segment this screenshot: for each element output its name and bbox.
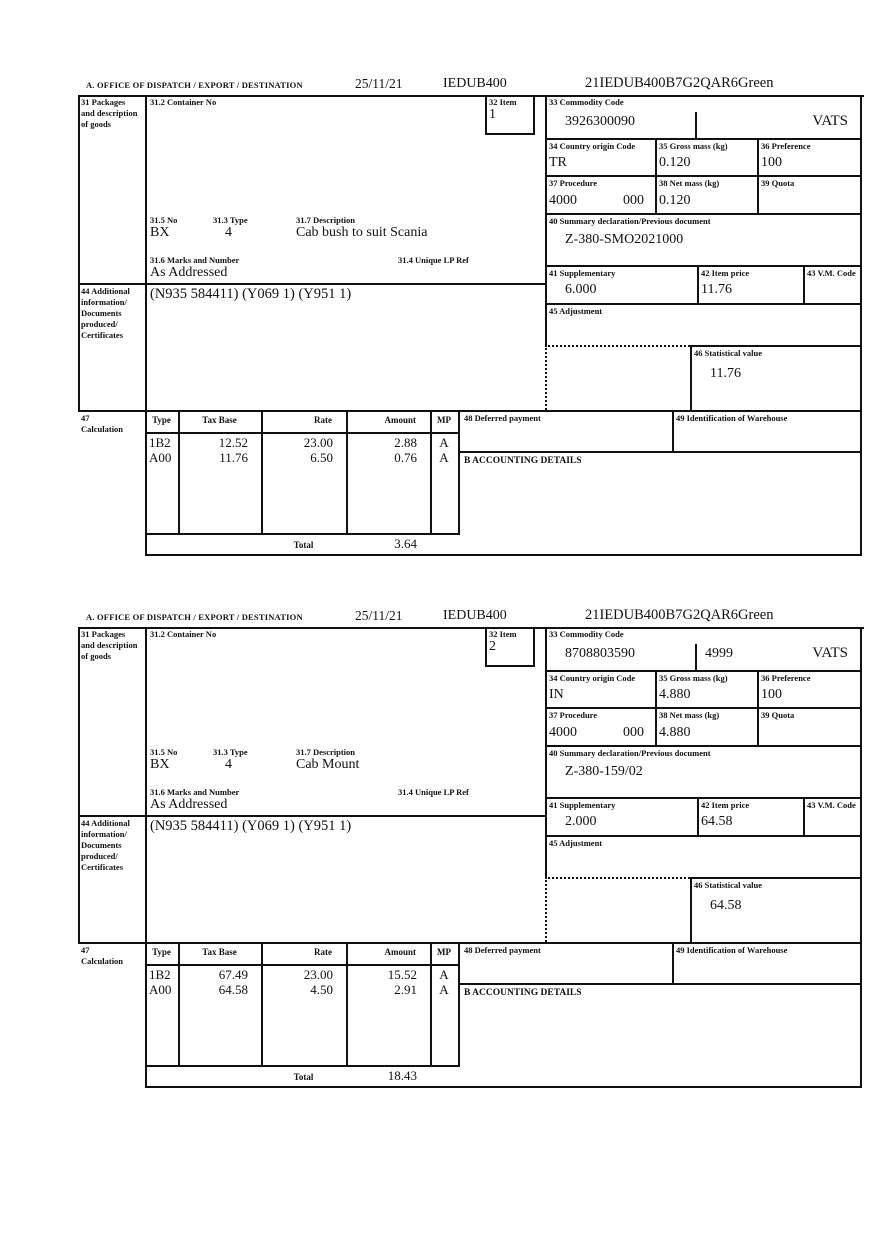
box32-label: 32 Item bbox=[489, 97, 517, 107]
commodity-code: 3926300090 bbox=[565, 114, 635, 129]
declaration-item-1 bbox=[78, 72, 864, 558]
border-line bbox=[695, 644, 697, 670]
declaration-date: 25/11/21 bbox=[355, 76, 403, 91]
border-line bbox=[261, 410, 263, 535]
border-line bbox=[690, 877, 862, 879]
box48-label: 48 Deferred payment bbox=[464, 413, 541, 423]
border-line bbox=[145, 1086, 862, 1088]
form-header bbox=[78, 604, 864, 627]
box34-label: 34 Country origin Code bbox=[549, 141, 636, 151]
form-body bbox=[78, 95, 864, 558]
office-code: IEDUB400 bbox=[443, 608, 507, 623]
calc-row-mp: A bbox=[439, 982, 449, 997]
statistical-value: 64.58 bbox=[710, 898, 742, 913]
office-code: IEDUB400 bbox=[443, 76, 507, 91]
border-line bbox=[757, 138, 759, 175]
border-line bbox=[655, 707, 657, 745]
border-line bbox=[145, 964, 460, 966]
country-origin-code: IN bbox=[549, 687, 564, 702]
supplementary-units: 2.000 bbox=[565, 814, 597, 829]
border-line bbox=[690, 345, 692, 410]
box31-label: 31 Packages and description of goods bbox=[81, 629, 138, 662]
border-line bbox=[545, 265, 862, 267]
net-mass: 0.120 bbox=[659, 193, 691, 208]
declaration-reference: 21IEDUB400B7G2QAR6Green bbox=[585, 607, 774, 623]
box39-label: 39 Quota bbox=[761, 178, 795, 188]
box48-label: 48 Deferred payment bbox=[464, 945, 541, 955]
border-line bbox=[145, 432, 460, 434]
box40-label: 40 Summary declaration/Previous document bbox=[549, 216, 711, 226]
border-line bbox=[460, 983, 862, 985]
box41-label: 41 Supplementary bbox=[549, 800, 616, 810]
box42-label: 42 Item price bbox=[701, 268, 750, 278]
office-of-dispatch-label: A. OFFICE OF DISPATCH / EXPORT / DESTINATION bbox=[86, 80, 303, 90]
border-line bbox=[145, 554, 862, 556]
calc-header-tax-base: Tax Base bbox=[202, 415, 237, 425]
border-line bbox=[78, 95, 80, 410]
total-amount: 3.64 bbox=[394, 536, 417, 551]
marks-and-number: As Addressed bbox=[150, 797, 228, 812]
border-line bbox=[78, 627, 80, 942]
box31-5-label: 31.5 No bbox=[150, 747, 178, 757]
calc-row-mp: A bbox=[439, 450, 449, 465]
box49-label: 49 Identification of Warehouse bbox=[676, 413, 788, 423]
box43-label: 43 V.M. Code bbox=[807, 268, 856, 278]
calc-row-type: A00 bbox=[149, 982, 172, 997]
calc-header-mp: MP bbox=[437, 947, 451, 957]
border-line bbox=[458, 942, 460, 1067]
border-line bbox=[757, 707, 759, 745]
package-type: 4 bbox=[225, 757, 232, 772]
office-of-dispatch-label: A. OFFICE OF DISPATCH / EXPORT / DESTINATION bbox=[86, 612, 303, 622]
dotted-border-line bbox=[545, 877, 690, 879]
border-line bbox=[803, 797, 805, 835]
border-line bbox=[690, 345, 862, 347]
summary-declaration: Z-380-SMO2021000 bbox=[565, 232, 684, 247]
box34-label: 34 Country origin Code bbox=[549, 673, 636, 683]
border-line bbox=[757, 670, 759, 707]
border-line bbox=[78, 410, 862, 412]
border-line bbox=[346, 410, 348, 535]
vat-code: VATS bbox=[812, 113, 848, 129]
box31-6-label: 31.6 Marks and Number bbox=[150, 787, 240, 797]
border-line bbox=[545, 707, 862, 709]
box45-label: 45 Adjustment bbox=[549, 838, 603, 848]
item-number: 1 bbox=[489, 107, 496, 122]
box31-6-label: 31.6 Marks and Number bbox=[150, 255, 240, 265]
gross-mass: 0.120 bbox=[659, 155, 691, 170]
border-line bbox=[485, 627, 487, 665]
calc-header-tax-base: Tax Base bbox=[202, 947, 237, 957]
calc-row-tax-base: 11.76 bbox=[219, 450, 248, 465]
box33-label: 33 Commodity Code bbox=[549, 629, 624, 639]
border-line bbox=[655, 175, 657, 213]
calc-row-rate: 4.50 bbox=[310, 982, 333, 997]
border-line bbox=[261, 942, 263, 1067]
calc-row-amount: 2.88 bbox=[394, 435, 417, 450]
box33-label: 33 Commodity Code bbox=[549, 97, 624, 107]
marks-and-number: As Addressed bbox=[150, 265, 228, 280]
border-line bbox=[460, 451, 862, 453]
commodity-extra-code: 4999 bbox=[705, 646, 733, 661]
calc-row-mp: A bbox=[439, 435, 449, 450]
dotted-border-line bbox=[545, 345, 547, 410]
additional-information: (N935 584411) (Y069 1) (Y951 1) bbox=[150, 818, 352, 834]
border-line bbox=[178, 410, 180, 535]
item-price: 64.58 bbox=[701, 814, 733, 829]
border-line bbox=[78, 815, 545, 817]
vat-code: VATS bbox=[812, 645, 848, 661]
border-line bbox=[695, 112, 697, 138]
border-line bbox=[545, 138, 862, 140]
package-number: BX bbox=[150, 225, 170, 240]
border-line bbox=[655, 138, 657, 175]
border-line bbox=[485, 665, 535, 667]
calc-row-type: A00 bbox=[149, 450, 172, 465]
calc-row-type: 1B2 bbox=[149, 967, 171, 982]
total-label: Total bbox=[293, 540, 314, 550]
net-mass: 4.880 bbox=[659, 725, 691, 740]
box46-label: 46 Statistical value bbox=[694, 880, 762, 890]
border-line bbox=[145, 1065, 460, 1067]
box45-label: 45 Adjustment bbox=[549, 306, 603, 316]
box47-label: 47 Calculation bbox=[81, 945, 124, 967]
calc-row-amount: 0.76 bbox=[394, 450, 417, 465]
box31-4-label: 31.4 Unique LP Ref bbox=[398, 255, 469, 265]
calc-row-tax-base: 12.52 bbox=[218, 435, 248, 450]
box35-label: 35 Gross mass (kg) bbox=[659, 673, 728, 683]
box35-label: 35 Gross mass (kg) bbox=[659, 141, 728, 151]
border-line bbox=[803, 265, 805, 303]
calc-header-type: Type bbox=[152, 947, 171, 957]
box37-label: 37 Procedure bbox=[549, 178, 598, 188]
box31-5-label: 31.5 No bbox=[150, 215, 178, 225]
border-line bbox=[145, 627, 147, 1088]
border-line bbox=[545, 95, 547, 345]
declaration-reference: 21IEDUB400B7G2QAR6Green bbox=[585, 75, 774, 91]
calc-row-tax-base: 64.58 bbox=[218, 982, 248, 997]
total-label: Total bbox=[293, 1072, 314, 1082]
declaration-date: 25/11/21 bbox=[355, 608, 403, 623]
package-number: BX bbox=[150, 757, 170, 772]
border-line bbox=[545, 797, 862, 799]
goods-description: Cab bush to suit Scania bbox=[296, 225, 428, 240]
box38-label: 38 Net mass (kg) bbox=[659, 710, 720, 720]
border-line bbox=[145, 95, 147, 556]
dotted-border-line bbox=[545, 345, 690, 347]
accounting-details-label: B ACCOUNTING DETAILS bbox=[464, 988, 582, 998]
box44-label: 44 Additional information/ Documents produced/ Certificates bbox=[81, 818, 130, 873]
calc-row-rate: 23.00 bbox=[303, 435, 333, 450]
accounting-details-label: B ACCOUNTING DETAILS bbox=[464, 456, 582, 466]
form-header bbox=[78, 72, 864, 95]
calc-header-mp: MP bbox=[437, 415, 451, 425]
box31-3-label: 31.3 Type bbox=[213, 747, 248, 757]
declaration-item-2 bbox=[78, 604, 864, 1090]
supplementary-units: 6.000 bbox=[565, 282, 597, 297]
box36-label: 36 Preference bbox=[761, 673, 811, 683]
border-line bbox=[430, 410, 432, 535]
border-line bbox=[533, 627, 535, 665]
calc-header-rate: Rate bbox=[314, 947, 332, 957]
procedure-code: 4000 bbox=[549, 725, 577, 740]
goods-description: Cab Mount bbox=[296, 757, 360, 772]
calc-row-rate: 6.50 bbox=[310, 450, 333, 465]
box31-7-label: 31.7 Description bbox=[296, 747, 356, 757]
form-body bbox=[78, 627, 864, 1090]
border-line bbox=[178, 942, 180, 1067]
box32-label: 32 Item bbox=[489, 629, 517, 639]
item-price: 11.76 bbox=[701, 282, 732, 297]
border-line bbox=[485, 95, 487, 133]
calc-header-amount: Amount bbox=[384, 415, 416, 425]
calc-row-tax-base: 67.49 bbox=[218, 967, 248, 982]
border-line bbox=[655, 670, 657, 707]
border-line bbox=[545, 835, 862, 837]
border-line bbox=[697, 265, 699, 303]
country-origin-code: TR bbox=[549, 155, 567, 170]
box41-label: 41 Supplementary bbox=[549, 268, 616, 278]
box37-label: 37 Procedure bbox=[549, 710, 598, 720]
calc-row-amount: 2.91 bbox=[394, 982, 417, 997]
border-line bbox=[697, 797, 699, 835]
preference: 100 bbox=[761, 687, 782, 702]
box43-label: 43 V.M. Code bbox=[807, 800, 856, 810]
calc-row-rate: 23.00 bbox=[303, 967, 333, 982]
box42-label: 42 Item price bbox=[701, 800, 750, 810]
gross-mass: 4.880 bbox=[659, 687, 691, 702]
border-line bbox=[346, 942, 348, 1067]
border-line bbox=[545, 213, 862, 215]
border-line bbox=[485, 133, 535, 135]
commodity-code: 8708803590 bbox=[565, 646, 635, 661]
border-line bbox=[545, 627, 547, 877]
calc-header-amount: Amount bbox=[384, 947, 416, 957]
box40-label: 40 Summary declaration/Previous document bbox=[549, 748, 711, 758]
dotted-border-line bbox=[545, 877, 547, 942]
border-line bbox=[430, 942, 432, 1067]
border-line bbox=[533, 95, 535, 133]
box39-label: 39 Quota bbox=[761, 710, 795, 720]
box31-4-label: 31.4 Unique LP Ref bbox=[398, 787, 469, 797]
calc-row-amount: 15.52 bbox=[387, 967, 417, 982]
box49-label: 49 Identification of Warehouse bbox=[676, 945, 788, 955]
border-line bbox=[458, 410, 460, 535]
border-line bbox=[545, 670, 862, 672]
border-line bbox=[860, 627, 862, 1088]
box36-label: 36 Preference bbox=[761, 141, 811, 151]
border-line bbox=[672, 410, 674, 453]
border-line bbox=[860, 95, 862, 556]
box31-3-label: 31.3 Type bbox=[213, 215, 248, 225]
border-line bbox=[145, 533, 460, 535]
procedure-code: 4000 bbox=[549, 193, 577, 208]
package-type: 4 bbox=[225, 225, 232, 240]
preference: 100 bbox=[761, 155, 782, 170]
total-amount: 18.43 bbox=[387, 1068, 417, 1083]
box31-2-label: 31.2 Container No bbox=[150, 629, 217, 639]
border-line bbox=[78, 942, 862, 944]
item-number: 2 bbox=[489, 639, 496, 654]
calc-row-type: 1B2 bbox=[149, 435, 171, 450]
box47-label: 47 Calculation bbox=[81, 413, 124, 435]
statistical-value: 11.76 bbox=[710, 366, 741, 381]
calc-row-mp: A bbox=[439, 967, 449, 982]
border-line bbox=[545, 303, 862, 305]
border-line bbox=[672, 942, 674, 985]
box31-7-label: 31.7 Description bbox=[296, 215, 356, 225]
calc-header-rate: Rate bbox=[314, 415, 332, 425]
border-line bbox=[545, 175, 862, 177]
box31-label: 31 Packages and description of goods bbox=[81, 97, 138, 130]
border-line bbox=[690, 877, 692, 942]
summary-declaration: Z-380-159/02 bbox=[565, 764, 643, 779]
procedure-extension: 000 bbox=[623, 193, 644, 208]
additional-information: (N935 584411) (Y069 1) (Y951 1) bbox=[150, 286, 352, 302]
border-line bbox=[757, 175, 759, 213]
box46-label: 46 Statistical value bbox=[694, 348, 762, 358]
box44-label: 44 Additional information/ Documents produced/ Certificates bbox=[81, 286, 130, 341]
box38-label: 38 Net mass (kg) bbox=[659, 178, 720, 188]
procedure-extension: 000 bbox=[623, 725, 644, 740]
border-line bbox=[78, 283, 545, 285]
calc-header-type: Type bbox=[152, 415, 171, 425]
box31-2-label: 31.2 Container No bbox=[150, 97, 217, 107]
border-line bbox=[545, 745, 862, 747]
